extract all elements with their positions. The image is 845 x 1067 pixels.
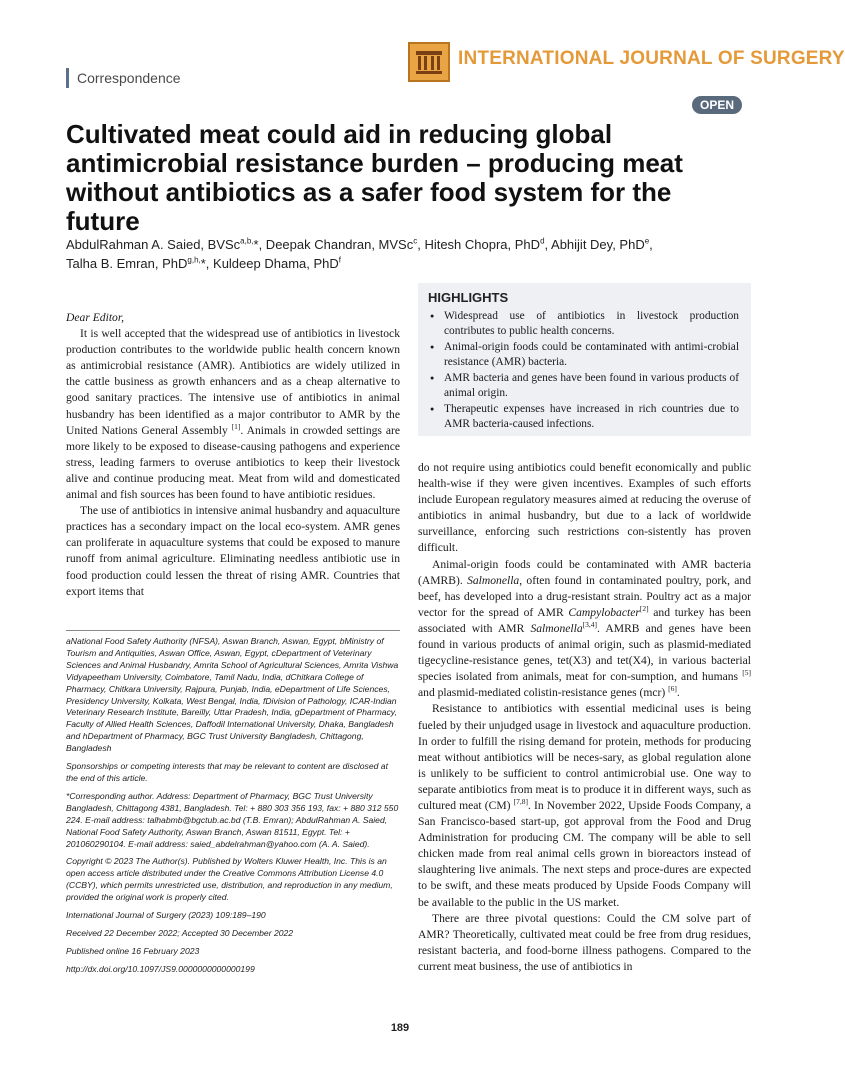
body-paragraph: The use of antibiotics in intensive animal husbandry and aquaculture practices has a secondary impact on the local eco-system. AMR genes can proliferate in aquaculture systems that could be exposed to manure runoff from animal agriculture. Eliminating needless antibiotic use in food production could lessen the threat of rising AMR. Countries that export items that [66, 504, 400, 598]
affiliations-footnote: aNational Food Safety Authority (NFSA), Aswan Branch, Aswan, Egypt, bMinistry of Tourism and Antiquities, Aswan Office, Aswan, Egypt, cDepartment of Veterinary Sciences and Animal Husbandry, Amrita School of Agricultural Sciences, Amrita Vishwa Vidyapeetham University, Coimbatore, Tamil Nadu, India, dChitkara College of Pharmacy, Chitkara University, Rajpura, Punjab, India, eDepartment of Life Sciences, Presidency University, Kolkata, West Bengal, India, fDivision of Pathology, ICAR-Indian Veterinary Research Institute, Bareilly, Uttar Pradesh, India, gDepartment of Pharmacy, Faculty of Allied Health Sciences, Daffodil International University, Dhaka, Bangladesh and hDepartment of Pharmacy, BGC Trust University Bangladesh, Chittagong, Bangladesh [66, 636, 399, 754]
author-affiliation: a,b, [240, 236, 254, 246]
author-name: Talha B. Emran, PhD [66, 256, 188, 271]
open-access-badge: OPEN [692, 96, 742, 114]
author-name: , Deepak Chandran, MVSc [258, 237, 414, 252]
highlight-item: ● Animal-origin foods could be contaminated with antimi-crobial resistance (AMR) bacteria. [428, 340, 739, 370]
reference-link[interactable]: [5] [742, 668, 751, 678]
reference-link[interactable]: [1] [231, 421, 241, 431]
body-paragraph: do not require using antibiotics could benefit economically and public health-wise if they were given incentives. Examples of such efforts include European regulatory measures aimed at reducing the overuse of antibiotics in animal husbandry, but due to a lack of worldwide surveillance, enforcing such restrictions con-sistently has proven difficult. [418, 461, 751, 555]
salutation: Dear Editor, [66, 311, 124, 324]
body-paragraph: Resistance to antibiotics with essential medicinal uses is being fueled by their unjudged usage in livestock and aquaculture production. In order to fulfill the rising demand for protein, methods for producing meat without antibiotics will be neces-sary, as global regulation alone is unlikely to be sufficient to control antimicrobial use. One way to separate antibiotics from meat is to produce it in different ways, such as cultured meat (CM) [7,8]. In November 2022, Upside Foods Company, a San Francisco-based start-up, got approval from the Food and Drug Administration for producing CM. The company will be able to sell chicken made from real animal cells grown in bioreactors instead of slaughtering live animals. The next steps and proce-dures are expected to be swift, and these meats produced by Upside Foods Company will be available to the public in the US market. [418, 702, 752, 909]
author-affiliation: c [413, 236, 418, 246]
received-footnote: Received 22 December 2022; Accepted 30 December 2022 [66, 927, 294, 938]
journal-name: INTERNATIONAL JOURNAL OF SURGERY [458, 48, 845, 69]
reference-link[interactable]: [2] [639, 603, 649, 613]
citation-footnote: International Journal of Surgery (2023) 109:189–190 [66, 910, 266, 921]
body-column-right [418, 460, 751, 975]
author-affiliation: e [644, 236, 650, 246]
highlights-list [428, 309, 739, 432]
corresponding-author-footnote: *Corresponding author. Address: Department of Pharmacy, BGC Trust University Bangladesh, Chittagong 4381, Bangladesh. Tel: + 880 303 356 193, fax: + 880 312 550 224. E-mail address: talhabmb@bgctub.ac.bd (T.B. Emran); AbdulRahman A. Saied, National Food Safety Authority, Aswan Branch, Aswan 81511, Egypt. Tel: + 201060290104. E-mail address: saied_abdelrahman@yahoo.com (A. A. Saied). [66, 790, 399, 849]
copyright-footnote: Copyright © 2023 The Author(s). Published by Wolters Kluwer Health, Inc. This is an open access article distributed under the Creative Commons Attribution License 4.0 (CCBY), which permits unrestricted use, distribution, and reproduction in any medium, provided the original work is properly cited. [66, 856, 393, 903]
footnote-divider [66, 630, 400, 631]
sponsorship-footnote: Sponsorships or competing interests that may be relevant to content are disclosed at the end of this article. [66, 761, 388, 783]
corresponding-marker: * [253, 237, 259, 252]
reference-link[interactable]: [3,4] [582, 620, 597, 630]
body-paragraph: It is well accepted that the widespread use of antibiotics in livestock production contributes to the worldwide public health concern known as antimicrobial resistance (AMR). Antibiotics are widely utilized in the cattle business as growth enhancers and as a cheap alternative to good sanitary practices. The intensive use of antibiotics in animal husbandry has been identified as a major contributor to AMR by the United Nations General Assembly [1]. Animals in crowded settings are more likely to be exposed to disease-causing pathogens and experience stress, leading farmers to overuse antibiotics to keep their livestock alive and continue producing meat. Meat from wild and domesticated animal and fish sources has been found to have antibiotic residues. [66, 327, 400, 502]
footnotes [66, 636, 400, 982]
section-label: Correspondence [66, 68, 181, 88]
body-column-left [66, 310, 400, 600]
author-affiliation: g,h, [187, 255, 201, 265]
body-paragraph: Animal-origin foods could be contaminated with AMR bacteria (AMRB). Salmonella, often found in contaminated poultry, pork, and beef, has developed into a drug-resistant strain. Poultry act as a major vector for the spread of AMR Campylobacter[2] and turkey has been associated with AMR Salmonella[3,4]. AMRB and genes have been found in various products of animal origin, such as plasmid-mediated tigecycline-resistance genes, tet(X3) and tet(X4), in various bacterial species isolated from animals, meat for con-sumption, and humans [5] and plasmid-mediated colistin-resistance genes (mcr) [6]. [418, 557, 751, 700]
page-number: 189 [390, 1022, 410, 1034]
author-affiliation: f [338, 255, 341, 265]
highlights-box [418, 283, 751, 436]
author-name: , Kuldeep Dhama, PhD [205, 256, 339, 271]
published-footnote: Published online 16 February 2023 [66, 945, 200, 956]
highlight-item: ● AMR bacteria and genes have been found in various products of animal origin. [428, 371, 739, 401]
author-name: , Abhijit Dey, PhD [544, 237, 645, 252]
author-separator: , [649, 237, 653, 252]
article-title: Cultivated meat could aid in reducing global antimicrobial resistance burden – producing meat without antibiotics as a safer food system for the future [66, 119, 683, 236]
doi-link[interactable]: http://dx.doi.org/10.1097/JS9.0000000000000199 [66, 963, 255, 974]
reference-link[interactable]: [6] [668, 684, 677, 694]
highlight-item: ● Therapeutic expenses have increased in rich countries due to AMR bacteria-caused infections. [428, 402, 739, 432]
reference-link[interactable]: [7,8] [513, 797, 529, 807]
author-list [66, 235, 746, 273]
corresponding-marker: * [200, 256, 206, 271]
journal-logo-icon [408, 42, 450, 82]
author-name: , Hitesh Chopra, PhD [417, 237, 541, 252]
author-affiliation: d [540, 236, 545, 246]
body-paragraph: There are three pivotal questions: Could the CM solve part of AMR? Theoretically, cultivated meat could be free from drug residues, resistant bacteria, and food-borne illness pathogens. Compared to the current meat business, the use of antibiotics in [418, 911, 751, 973]
author-name: AbdulRahman A. Saied, BVSc [66, 237, 241, 252]
highlight-item: ● Widespread use of antibiotics in livestock production contributes to public health concerns. [428, 309, 739, 339]
highlights-heading: HIGHLIGHTS [428, 290, 509, 305]
